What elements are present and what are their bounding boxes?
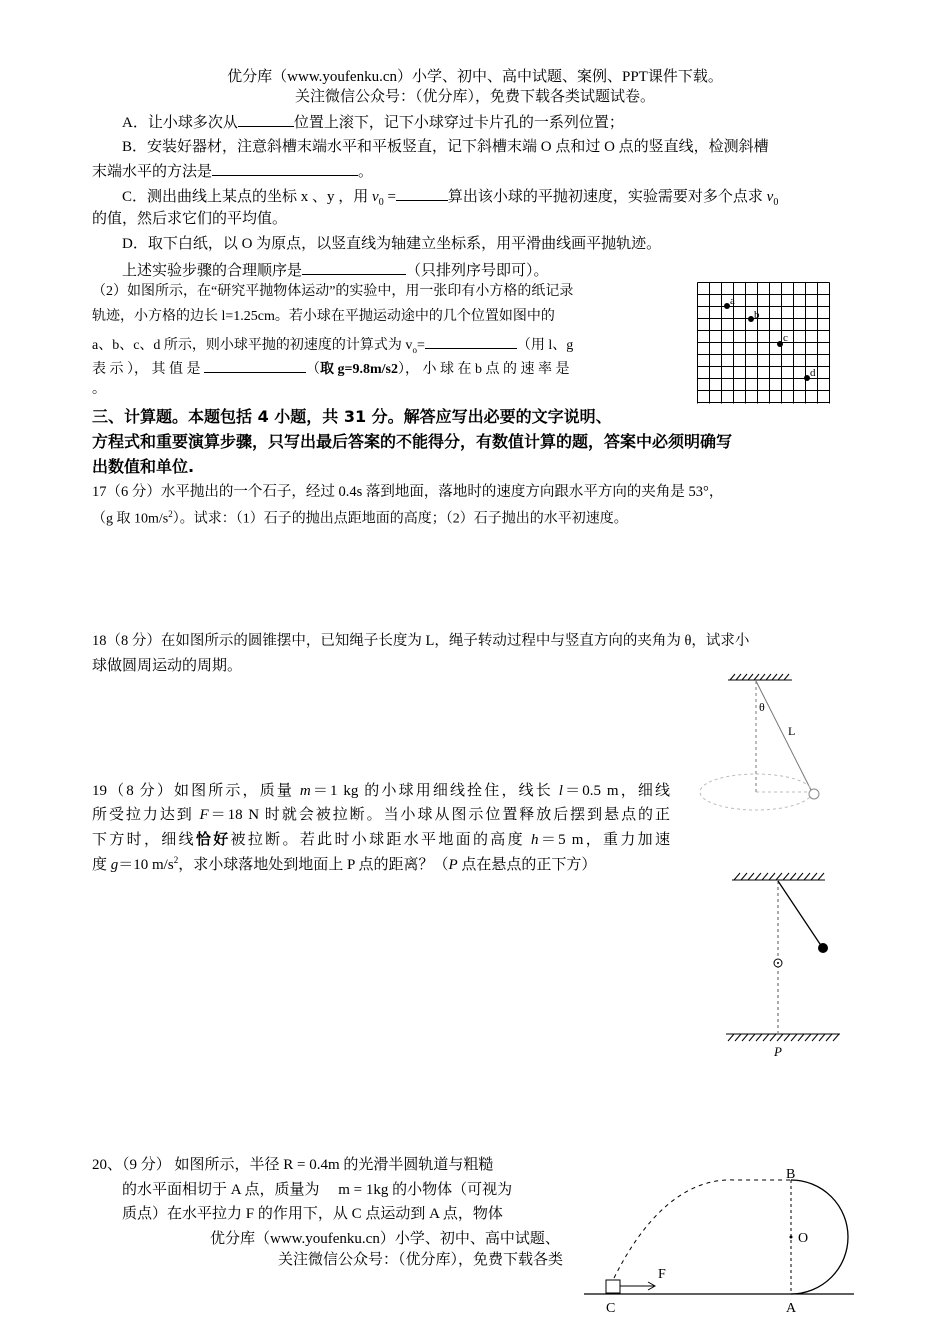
label-d: d [810, 367, 816, 379]
q18-line-2: 球做圆周运动的周期。 [92, 658, 243, 674]
theta-label: θ [759, 700, 765, 714]
c-label: C [606, 1301, 616, 1316]
step-a: A．让小球多次从 位置上滚下，记下小球穿过卡片孔的一系列位置； [122, 112, 624, 132]
section3-line-2: 方程式和重要演算步骤，只写出最后答案的不能得分，有数值计算的题，答案中必须明确写 [92, 432, 733, 451]
pendulum-figure [720, 868, 855, 1064]
q19-line-4: 度 g＝10 $m/s^2$，求小球落地处到地面上 P 点的距离？（P 点在悬点的正下方） [92, 855, 597, 873]
step-c-line-1: C．测出曲线上某点的坐标 x 、y ，用 $v_0$ = 算出该小球的平抛初速度，实验需要对多个点求 $v_0$ [122, 186, 778, 209]
section3-line-1: 三、计算题。本题包括 4 小题，共 31 分。解答应写出必要的文字说明、 [92, 407, 612, 426]
step-d: D．取下白纸，以 O 为原点，以竖直线为轴建立坐标系，用平滑曲线画平抛轨迹。 [122, 236, 662, 252]
q20-line-3: 质点）在水平拉力 F 的作用下，从 C 点运动到 A 点，物体 [122, 1206, 503, 1222]
header-line-1: 优分库（www.youfenku.cn）小学、初中、高中试题、案例、PPT课件下载。 [227, 69, 723, 85]
step-b-line-2: 末端水平的方法是 。 [92, 161, 373, 181]
q20-line-2: 的水平面相切于 A 点，质量为 m = 1kg 的小物体（可视为 [122, 1182, 513, 1198]
q19-line-3: 下方时，细线恰好被拉断。若此时小球距水平地面的高度 h＝5 m，重力加速 [92, 832, 670, 848]
step-order: 上述实验步骤的合理顺序是 （只排列序号即可）。 [122, 260, 549, 280]
l-label: L [788, 724, 796, 738]
part2-line-4: 表 示 ）， 其 值 是 （取 g=9.8m/s2）， 小 球 在 b 点 的 速 率 是 [92, 358, 569, 379]
q17-line-1: 17（6 分）水平抛出的一个石子，经过 0.4s 落到地面，落地时的速度方向跟水平方向的夹角是 53°， [92, 484, 724, 500]
q19-line-2: 所受拉力达到 F＝18 N 时就会被拉断。当小球从图示位置释放后摆到悬点的正 [92, 807, 670, 823]
p-label: P [774, 1044, 782, 1059]
header-line-2: 关注微信公众号：（优分库），免费下载各类试题试卷。 [294, 89, 655, 105]
step-c-line-2: 的值，然后求它们的平均值。 [92, 211, 288, 227]
semicircle-track-figure [584, 1158, 868, 1344]
label-b: b [754, 309, 760, 321]
step-b-line-1: B．安装好器材，注意斜槽末端水平和平板竖直，记下斜槽末端 O 点和过 O 点的竖直线，检测斜槽 [122, 139, 769, 155]
grid-figure [697, 282, 837, 408]
part2-line-5: 。 [92, 382, 106, 397]
b-label: B [786, 1167, 796, 1182]
f-label: F [658, 1267, 666, 1282]
footer-line-1: 优分库（www.youfenku.cn）小学、初中、高中试题、 [210, 1231, 560, 1247]
q17-line-2: （g 取 $10m/s^2$）。试求：（1）石子的抛出点距地面的高度；（2）石子抛出的水平初速度。 [92, 509, 628, 527]
o-label: O [798, 1231, 809, 1246]
part2-line-3: a、b、c、d 所示，则小球平抛的初速度的计算式为 $v_o=$ （用 l、g [92, 334, 573, 356]
footer-line-2: 关注微信公众号：（优分库），免费下载各类 [278, 1252, 564, 1268]
a-label: A [786, 1301, 797, 1316]
label-a: a [730, 295, 735, 307]
conical-pendulum-figure [696, 670, 832, 820]
q19-line-1: 19（8 分）如图所示，质量 m＝1 kg 的小球用细线拴住，线长 l＝0.5 m，细线 [92, 783, 670, 799]
q18-line-1: 18（8 分）在如图所示的圆锥摆中，已知绳子长度为 L，绳子转动过程中与竖直方向的夹角为 θ，试求小 [92, 633, 750, 649]
part2-line-1: （2）如图所示，在“研究平抛物体运动”的实验中，用一张印有小方格的纸记录 [92, 284, 574, 299]
label-c: c [783, 332, 788, 344]
q20-line-1: 20、（9 分） 如图所示，半径 R = 0.4m 的光滑半圆轨道与粗糙 [92, 1157, 494, 1173]
part2-line-2: 轨迹，小方格的边长 l=1.25cm。若小球在平抛运动途中的几个位置如图中的 [92, 309, 555, 324]
section3-line-3: 出数值和单位. [92, 457, 195, 476]
